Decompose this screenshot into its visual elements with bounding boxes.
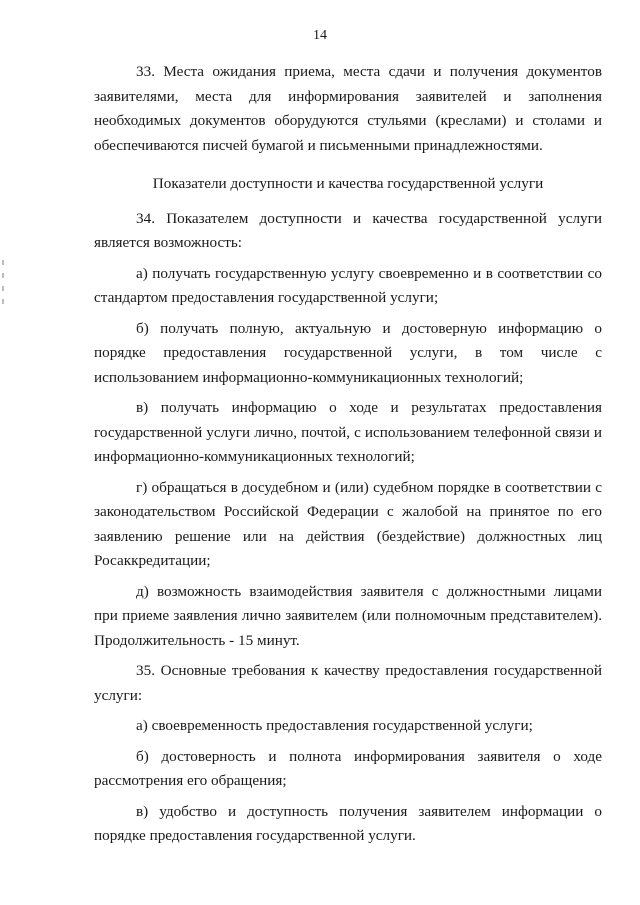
paragraph-34-g: г) обращаться в досудебном и (или) судебном порядке в соответствии с законодательством Российской Федерации с жалобой на принятое по его заявлению решение или на действия (бездействие) должностных лиц Росаккредитации; [94,478,602,569]
paragraph-35-a: а) своевременность предоставления государственной услуги; [136,717,533,734]
paragraph-33: 33. Места ожидания приема, места сдачи и получения документов заявителями, места для информирования заявителей и заполнения необходимых документов оборудуются стульями (креслами) и столами и обеспечиваются писчей бумагой и письменными принадлежностями. [94,63,602,154]
page-number: 14 [313,28,327,43]
section-title: Показатели доступности и качества государственной услуги [152,175,544,192]
paragraph-34-v: в) получать информацию о ходе и результатах предоставления государственной услуги лично, почтой, с использованием телефонной связи и информационно-коммуникационных технологий; [94,399,602,465]
paragraph-34: 34. Показателем доступности и качества государственной услуги является возможность: [94,209,602,251]
paragraph-35-v: в) удобство и доступность получения заявителем информации о порядке предоставления государственной услуги. [94,802,602,844]
paragraph-35: 35. Основные требования к качеству предоставления государственной услуги: [94,662,602,704]
document-body [94,60,602,849]
paragraph-34-d: д) возможность взаимодействия заявителя с должностными лицами при приеме заявления лично заявителем (или полномочным представителем). Продолжительность - 15 минут. [94,582,602,649]
paragraph-34-a: а) получать государственную услугу своевременно и в соответствии со стандартом предоставления государственной услуги; [94,264,602,306]
paragraph-34-b: б) получать полную, актуальную и достоверную информацию о порядке предоставления государственной услуги, в том числе с использованием информационно-коммуникационных технологий; [94,319,602,386]
paragraph-35-b: б) достоверность и полнота информирования заявителя о ходе рассмотрения его обращения; [94,747,602,789]
scan-edge-marks [2,260,6,330]
